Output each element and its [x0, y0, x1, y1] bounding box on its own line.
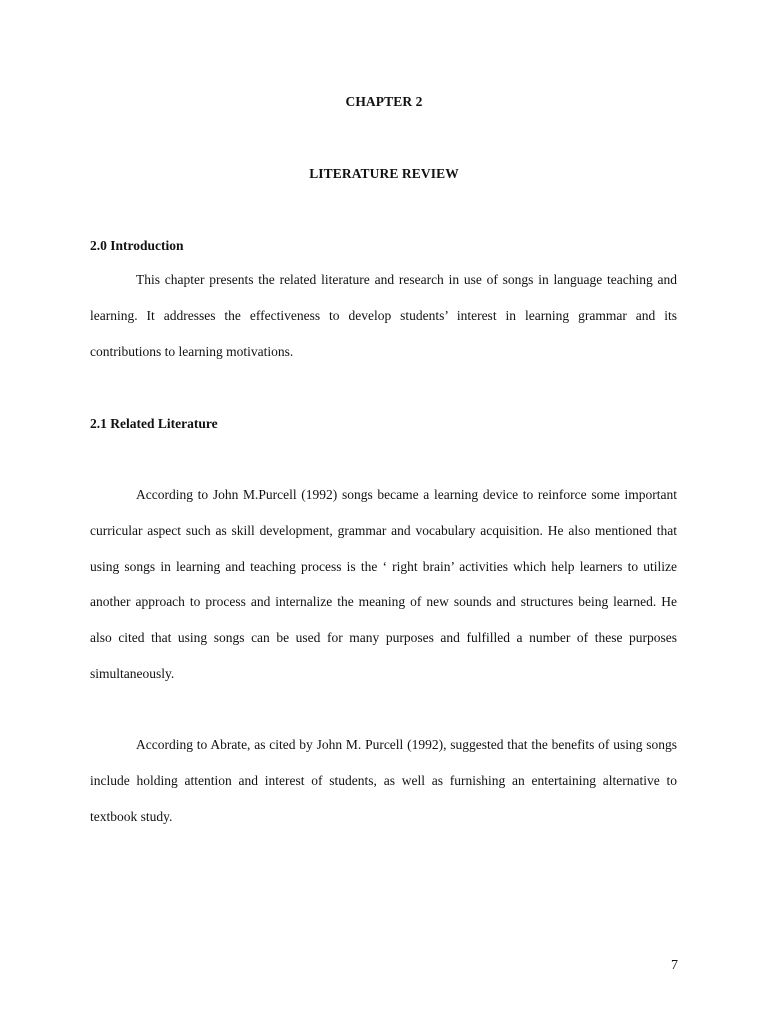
page-number: 7 — [671, 958, 678, 973]
section-heading-related-literature: 2.1 Related Literature — [90, 416, 218, 431]
paragraph-introduction-text: This chapter presents the related literature and research in use of songs in language teaching and learning. It addresses the effectiveness to develop students’ interest in learning grammar and its contributions to learning motivations. — [90, 272, 677, 359]
paragraph-purcell-text: According to John M.Purcell (1992) songs became a learning device to reinforce some important curricular aspect such as skill development, grammar and vocabulary acquisition. He also mentioned that using songs in learning and teaching process is the ‘ right brain’ activities which help learners to utilize another approach to process and internalize the meaning of new sounds and structures being learned. He also cited that using songs can be used for many purposes and fulfilled a number of these purposes simultaneously. — [90, 487, 677, 681]
chapter-title: LITERATURE REVIEW — [309, 166, 459, 181]
section-heading-introduction: 2.0 Introduction — [90, 238, 184, 253]
paragraph-introduction — [90, 262, 677, 369]
paragraph-abrate-text: According to Abrate, as cited by John M. Purcell (1992), suggested that the benefits of using songs include holding attention and interest of students, as well as furnishing an entertaining alternative to textbook study. — [90, 737, 677, 824]
paragraph-abrate — [90, 727, 677, 834]
chapter-label: CHAPTER 2 — [345, 94, 423, 109]
paragraph-purcell — [90, 477, 677, 692]
